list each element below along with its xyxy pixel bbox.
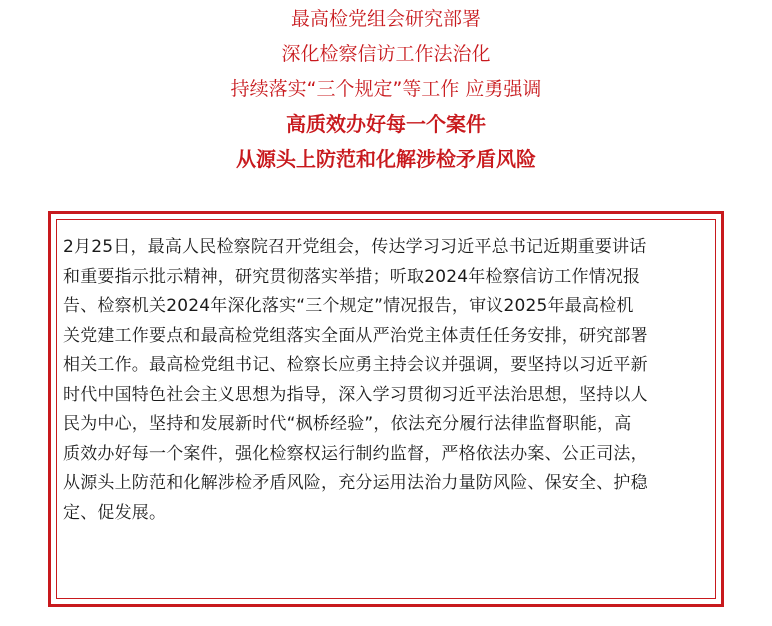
headline-line-1: 最高检党组会研究部署	[290, 8, 481, 30]
article-line: 和重要指示批示精神，研究贯彻落实举措；听取2024年检察信访工作情况报	[63, 266, 641, 287]
article-body	[63, 233, 713, 528]
article-line: 2月25日，最高人民检察院召开党组会，传达学习习近平总书记近期重要讲话	[63, 237, 647, 257]
article-line: 相关工作。最高检党组书记、检察长应勇主持会议并强调，要坚持以习近平新	[63, 355, 648, 375]
article-line: 时代中国特色社会主义思想为指导，深入学习贯彻习近平法治思想，坚持以人	[63, 384, 648, 405]
article-line: 关党建工作要点和最高检党组落实全面从严治党主体责任任务安排，研究部署	[63, 325, 648, 346]
headline-emphasis-1: 高质效办好每一个案件	[286, 112, 486, 136]
headline-line-2: 深化检察信访工作法治化	[281, 43, 491, 65]
article-line: 质效办好每一个案件，强化检察权运行制约监督，严格依法办案、公正司法，	[63, 443, 648, 464]
headline-line-3: 持续落实“三个规定”等工作 应勇强调	[230, 78, 542, 100]
article-line: 定、促发展。	[63, 502, 167, 523]
article-line: 民为中心，坚持和发展新时代“枫桥经验”，依法充分履行法律监督职能，高	[63, 414, 632, 434]
article-line: 告、检察机关2024年深化落实“三个规定”情况报告，审议2025年最高检机	[63, 296, 634, 316]
article-line: 从源头上防范和化解涉检矛盾风险，充分运用法治力量防风险、保安全、护稳	[63, 473, 648, 493]
headline-emphasis-2: 从源头上防范和化解涉检矛盾风险	[236, 147, 536, 171]
